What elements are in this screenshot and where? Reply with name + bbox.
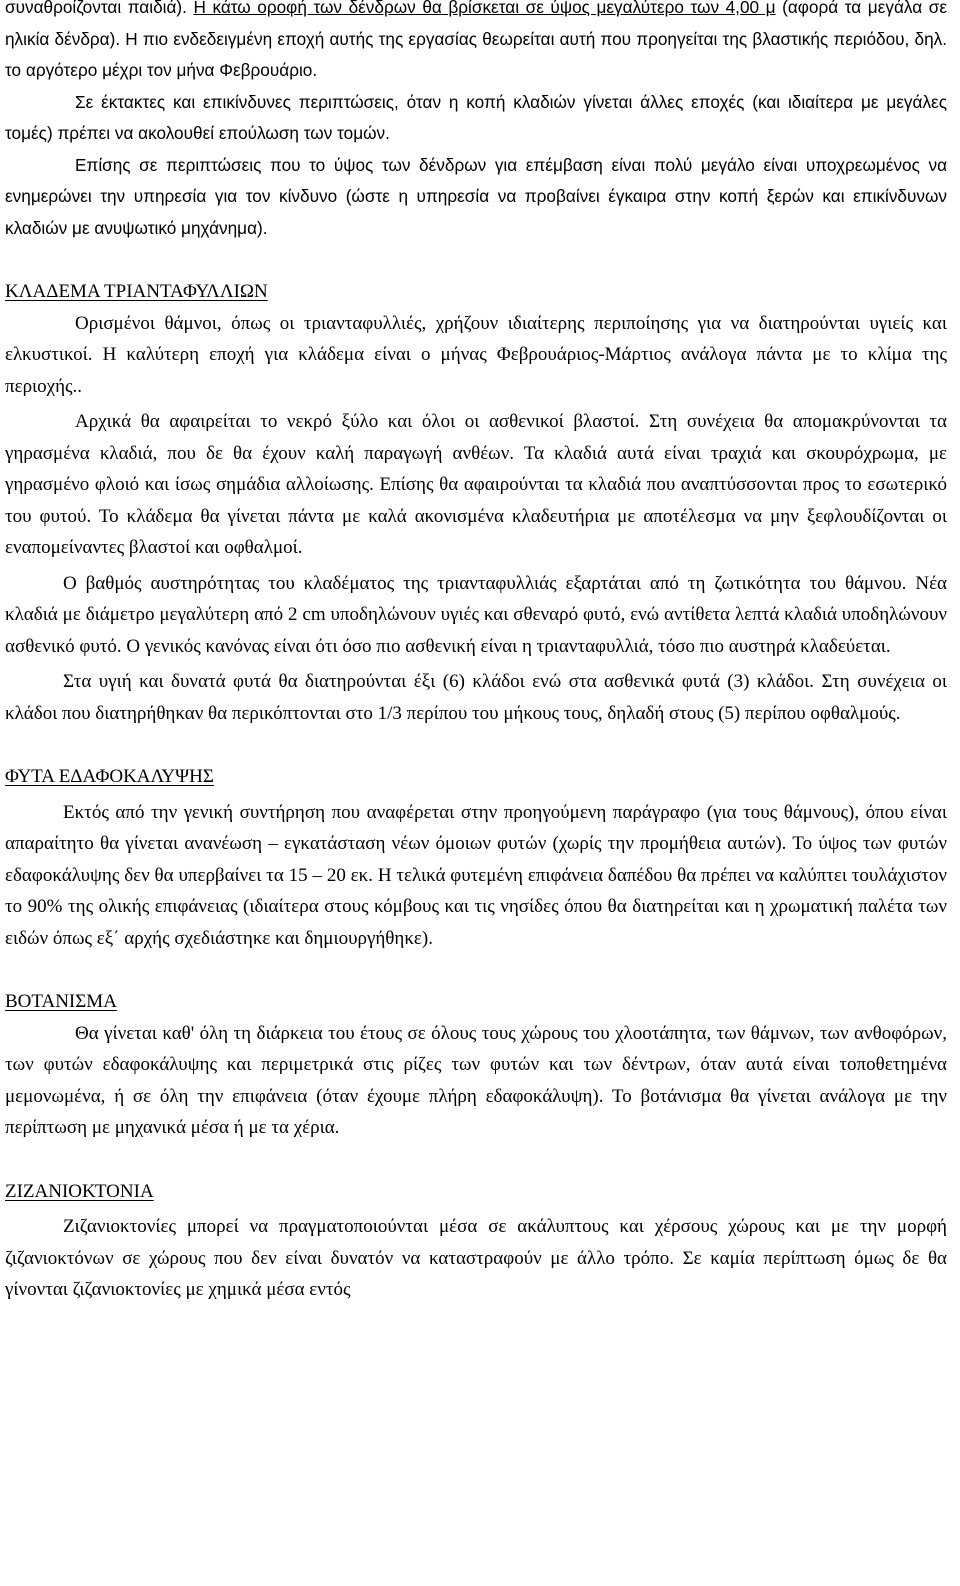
roses-heading: ΚΛΑΔΕΜΑ ΤΡΙΑΝΤΑΦΥΛΛΙΩΝ xyxy=(5,281,268,302)
pruning-intro-underlined: Η κάτω οροφή των δένδρων θα βρίσκεται σε ύψος μεγαλύτερο των 4,00 μ xyxy=(193,0,776,17)
pruning-intro-paragraph xyxy=(5,0,947,87)
ground-cover-heading: ΦΥΤΑ ΕΔΑΦΟΚΑΛΥΨΗΣ xyxy=(5,766,214,787)
roses-paragraph-3: Ο βαθμός αυστηρότητας του κλαδέματος της τριανταφυλλιάς εξαρτάται από τη ζωτικότητα του θάμνου. Νέα κλαδιά με διάμετρο μεγαλύτερη από 2 cm υποδηλώνουν υγιές και σθεναρό φυτό, ενώ αντίθετα λεπτά κλαδιά υποδηλώνουν ασθενικό φυτό. Ο γενικός κανόνας είναι ότι όσο πιο ασθενική είναι η τριανταφυλλιά, τόσο πιο αυστηρά κλαδεύεται. xyxy=(5,572,947,657)
roses-paragraph-4: Στα υγιή και δυνατά φυτά θα διατηρούνται έξι (6) κλάδοι ενώ στα ασθενικά φυτά (3) κλάδοι. Στη συνέχεια οι κλάδοι που διατηρήθηκαν θα περικόπτονται στο 1/3 περίπου του μήκους τους, δηλαδή στους (5) περίπου οφθαλμούς. xyxy=(5,671,947,724)
pruning-intro-start: συναθροίζονται παιδιά). xyxy=(5,0,187,17)
ground-cover-paragraph: Εκτός από την γενική συντήρηση που αναφέρεται στην προηγούμενη παράγραφο (για τους θάμνους), όπου είναι απαραίτητο θα γίνεται ανανέωση – εγκατάσταση νέων όμοιων φυτών (χωρίς την προμήθεια αυτών). Το ύψος των φυτών εδαφοκάλυψης δεν θα υπερβαίνει τα 15 – 20 εκ. Η τελικά φυτεμένη επιφάνεια δαπέδου θα πρέπει να καλύπτει τουλάχιστον το 90% της ολικής επιφάνειας (ιδιαίτερα στους κόμβους και τις νησίδες όπου θα διατηρείται και η χρωματική παλέτα των ειδών όπως εξ΄ αρχής σχεδιάστηκε και δημιουργήθηκε). xyxy=(5,801,947,949)
weeding-paragraph: Θα γίνεται καθ' όλη τη διάρκεια του έτους σε όλους τους χώρους του χλοοτάπητα, των θάμνων, των ανθοφόρων, των φυτών εδαφοκάλυψης και περιμετρικά στις ρίζες των φυτών και των δέντρων, όταν αυτά είναι τοποθετημένα μεμονωμένα, ή σε όλη την επιφάνεια (όταν έχουμε πλήρη εδαφοκάλυψη). Το βοτάνισμα θα γίνεται ανάλογα με την περίπτωση με μηχανικά μέσα ή με τα χέρια. xyxy=(5,1022,947,1138)
section-gap xyxy=(5,729,947,761)
section-gap xyxy=(5,954,947,986)
pruning-emergency-paragraph: Σε έκτακτες και επικίνδυνες περιπτώσεις, όταν η κοπή κλαδιών γίνεται άλλες εποχές (και ιδιαίτερα με μεγάλες τομές) πρέπει να ακολουθεί επούλωση των τομών. xyxy=(5,91,947,143)
herbicides-heading: ΖΙΖΑΝΙΟΚΤΟΝΙΑ xyxy=(5,1180,154,1202)
roses-paragraph-2: Αρχικά θα αφαιρείται το νεκρό ξύλο και όλοι οι ασθενικοί βλαστοί. Στη συνέχεια θα απομακρύνονται τα γηρασμένα κλαδιά, που δε θα έχουν καλή παραγωγή ανθέων. Τα κλαδιά αυτά είναι τραχιά και σκουρόχρωμα, με γηρασμένο φλοιό και ίσως σημάδια αλλοίωσης. Επίσης θα αφαιρούνται τα κλαδιά που αναπτύσσονται προς το εσωτερικό του φυτού. Το κλάδεμα θα γίνεται πάντα με καλά ακονισμένα κλαδευτήρια με αποτέλεσμα να μην ξεφλουδίζονται οι εναπομείναντες βλαστοί και οφθαλμοί. xyxy=(5,411,947,558)
roses-paragraph-1: Ορισμένοι θάμνοι, όπως οι τριανταφυλλιές, χρήζουν ιδιαίτερης περιποίησης για να διατηρούνται υγιείς και ελκυστικοί. Η καλύτερη εποχή για κλάδεμα είναι ο μήνας Φεβρουάριος-Μάρτιος ανάλογα πάντα με το κλίμα της περιοχής.. xyxy=(5,312,947,397)
section-gap xyxy=(5,244,947,276)
section-gap xyxy=(5,1144,947,1176)
herbicides-paragraph: Ζιζανιοκτονίες μπορεί να πραγματοποιούνται μέσα σε ακάλυπτους και χέρσους χώρους και με την μορφή ζιζανιοκτόνων σε χώρους που δεν είναι δυνατόν να καταστραφούν με άλλο τρόπο. Σε καμία περίπτωση όμως δε θα γίνονται ζιζανιοκτονίες με χημικά μέσα εντός xyxy=(5,1216,947,1300)
pruning-intro-rest: (αφορά τα μεγάλα σε ηλικία δένδρα). Η πιο ενδεδειγμένη εποχή αυτής της εργασίας θεωρείται αυτή που προηγείται της βλαστικής περιόδου, δηλ. το αργότερο μέχρι τον μήνα Φεβρουάριο. xyxy=(5,0,948,80)
document-page xyxy=(5,0,947,1306)
weeding-heading: ΒΟΤΑΝΙΣΜΑ xyxy=(5,991,117,1012)
pruning-height-paragraph: Επίσης σε περιπτώσεις που το ύψος των δένδρων για επέμβαση είναι πολύ μεγάλο είναι υποχρεωμένος να ενημερώνει την υπηρεσία για τον κίνδυνο (ώστε η υπηρεσία να προβαίνει έγκαιρα στην κοπή ξερών και επικίνδυνων κλαδιών με ανυψωτικό μηχάνημα). xyxy=(5,154,947,238)
